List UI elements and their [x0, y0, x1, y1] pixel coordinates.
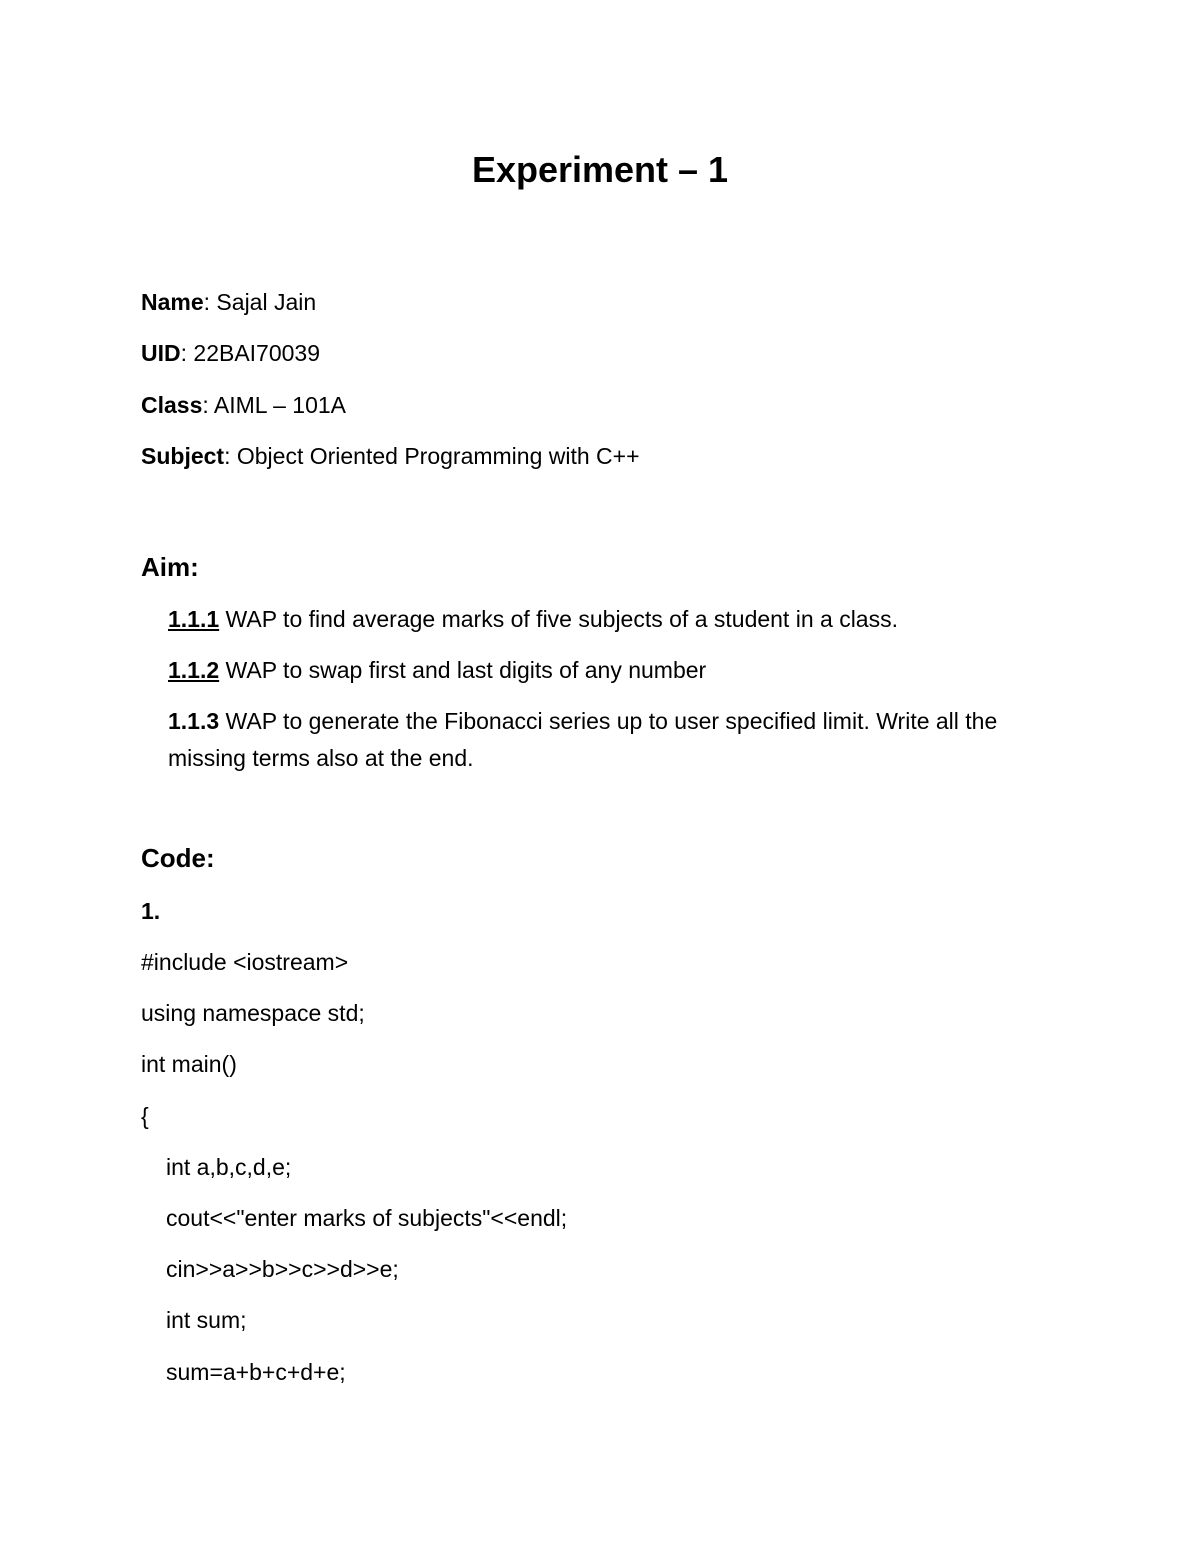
- aim-item-text: WAP to generate the Fibonacci series up to user specified limit. Write all the missing terms also at the end.: [168, 708, 998, 771]
- document-title: Experiment – 1: [471, 149, 729, 190]
- code-line: #include <iostream>: [141, 949, 349, 975]
- info-label: UID: [141, 340, 181, 366]
- code-line: int a,b,c,d,e;: [166, 1154, 292, 1180]
- aim-item-text: WAP to find average marks of five subjects of a student in a class.: [219, 606, 898, 632]
- aim-heading: Aim:: [141, 552, 199, 582]
- aim-item-number: 1.1.2: [168, 657, 220, 683]
- info-value: : 22BAI70039: [180, 340, 321, 366]
- aim-item: [168, 703, 1048, 777]
- code-line: sum=a+b+c+d+e;: [166, 1359, 346, 1385]
- info-label: Class: [141, 392, 203, 418]
- code-line: {: [141, 1103, 149, 1129]
- aim-item-text: WAP to swap first and last digits of any number: [219, 657, 707, 683]
- code-line: int sum;: [166, 1307, 247, 1333]
- info-value: : Sajal Jain: [203, 289, 317, 315]
- program-number: 1.: [141, 898, 161, 924]
- info-subject: [141, 441, 640, 471]
- info-class: [141, 390, 346, 420]
- info-name: [141, 287, 316, 317]
- code-line: cout<<"enter marks of subjects"<<endl;: [166, 1205, 568, 1231]
- info-label: Name: [141, 289, 204, 315]
- aim-item: [168, 652, 1048, 689]
- code-line: int main(): [141, 1051, 237, 1077]
- info-label: Subject: [141, 443, 225, 469]
- code-line: using namespace std;: [141, 1000, 365, 1026]
- info-value: : AIML – 101A: [202, 392, 347, 418]
- aim-item: [168, 601, 1048, 638]
- aim-item-number: 1.1.3: [168, 708, 220, 734]
- code-line: cin>>a>>b>>c>>d>>e;: [166, 1256, 399, 1282]
- info-uid: [141, 338, 320, 368]
- info-value: : Object Oriented Programming with C++: [224, 443, 640, 469]
- code-heading: Code:: [141, 843, 215, 873]
- aim-item-number: 1.1.1: [168, 606, 220, 632]
